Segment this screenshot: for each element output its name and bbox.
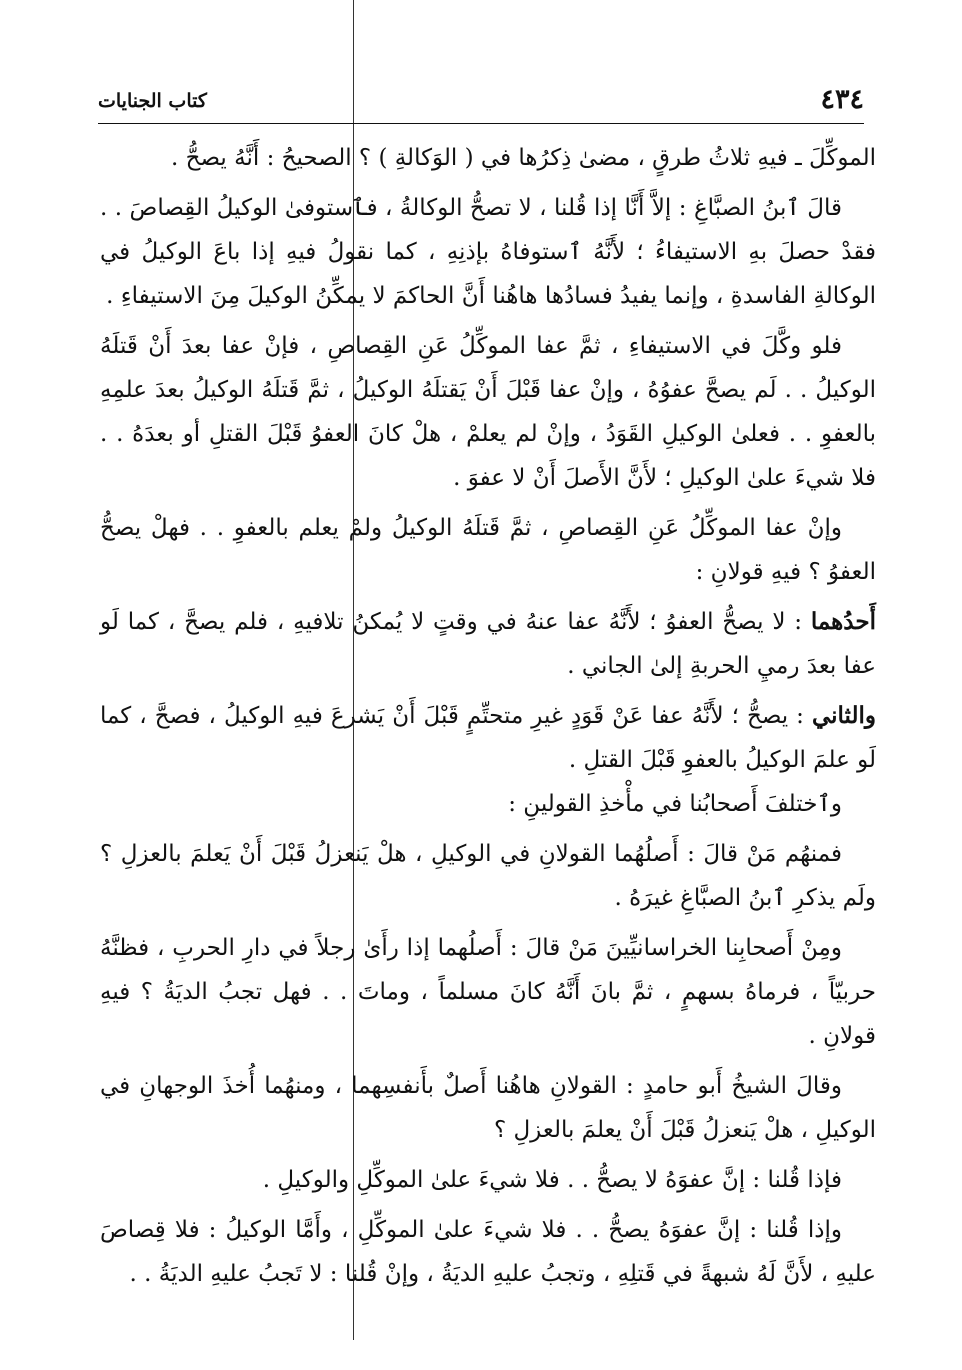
paragraph-lead: والثاني [811, 702, 876, 729]
book-title: كتاب الجنايات [98, 90, 207, 112]
paragraph-text: ومِنْ أَصحابِنا الخراسانيِّينَ مَنْ قالَ : أَصلُهما إذا رأَىٰ رجلاً في دارِ الحربِ ، فظنَّهُ حربيّاً ، فرماهُ بسهمٍ ، ثمَّ بانَ أَنَّهُ كانَ مسلماً ، وماتَ . . فهل تجبُ الديَةُ ؟ فيهِ قولانِ . [100, 935, 876, 1049]
paragraph-text: فلو وكَّلَ في الاستيفاءِ ، ثمَّ عفا الموكِّلُ عَنِ القِصاصِ ، فإنْ عفا بعدَ أَنْ قَتلَهُ الوكيلُ . . لَم يصحَّ عفوُهُ ، وإنْ عفا قَبْلَ أَنْ يَقتلَهُ الوكيلُ ، ثمَّ قَتلَهُ الوكيلُ بعدَ علمِهِ بالعفوِ . . فعلىٰ الوكيلِ القَوَدُ ، وإنْ لم يعلمْ ، هلْ كانَ العفوُ قَبْلَ القتلِ أو بعدَهُ . . فلا شيءَ علىٰ الوكيلِ ؛ لأَنَّ الأَصلَ أَنْ لا عفوَ . [100, 333, 876, 491]
paragraph-12 [100, 1208, 876, 1296]
paragraph-lead: أَحدُهما [810, 608, 876, 635]
paragraph-5 [100, 600, 876, 688]
paragraph-4 [100, 506, 876, 594]
header-rule [98, 123, 864, 124]
paragraph-9 [100, 926, 876, 1058]
paragraph-8 [100, 832, 876, 920]
paragraph-text: الموكِّلَ ـ فيهِ ثلاثُ طرقٍ ، مضىٰ ذِكرُها في ( الوَكالةِ ) ؟ الصحيحُ : أَنَّهُ يصحُّ . [171, 145, 876, 171]
paragraph-1 [100, 136, 876, 180]
page-body [100, 136, 876, 1296]
paragraph-2 [100, 186, 876, 318]
paragraph-text: فإذا قُلنا : إنَّ عفوَهُ لا يصحُّ . . فلا شيءَ علىٰ الموكِّلِ والوكيلِ . [262, 1167, 842, 1193]
paragraph-3 [100, 324, 876, 500]
paragraph-text: قالَ ٱبنُ الصبَّاغِ : إلاَّ أَنَّا إذا قُلنا ، لا تصحُّ الوكالةُ ، فٱستوفىٰ الوكيلُ القِصاصَ . . فقدْ حصلَ بهِ الاستيفاءُ ؛ لأَنَّهُ ٱستوفاهُ بإذنِهِ ، كما نقولُ فيهِ إذا باعَ الوكيلُ في الوكالةِ الفاسدةِ ، وإنما يفيدُ فسادُها هاهُنا أَنَّ الحاكمَ لا يمكِّنُ الوكيلَ مِنَ الاستيفاءِ . [100, 195, 876, 309]
paragraph-11 [100, 1158, 876, 1202]
paragraph-10 [100, 1064, 876, 1152]
page-number: ٤٣٤ [820, 84, 864, 115]
paragraph-text: فمنهُم مَنْ قالَ : أَصلُهُما القولانِ في الوكيلِ ، هلْ يَنعزلُ قَبْلَ أَنْ يَعلمَ بالعزلِ ؟ ولَم يذكرِ ٱبنُ الصبَّاغِ غيرَهُ . [100, 841, 876, 911]
paragraph-text: وإذا قُلنا : إنَّ عفوَهُ يصحُّ . . فلا شيءَ علىٰ الموكِّلِ ، وأَمَّا الوكيلُ : فلا قِصاصَ عليهِ ، لأَنَّ لَهُ شبهةً في قَتلِهِ ، وتجبُ عليهِ الديَةُ ، وإنْ قُلنا : لا تَجبُ عليهِ الديَةُ . . [100, 1217, 876, 1287]
paragraph-text: : يصحُّ ؛ لأَنَّهُ عفا عَنْ قَوَدٍ غيرِ متحتِّمٍ قَبْلَ أَنْ يَشرعَ فيهِ الوكيلُ ، فصحَّ ، كما لَو علمَ الوكيلُ بالعفوِ قَبْلَ القتلِ . [100, 703, 876, 773]
page-header [98, 84, 864, 118]
paragraph-6 [100, 694, 876, 782]
paragraph-text: : لا يصحُّ العفوُ ؛ لأَنَّهُ عفا عنهُ في وقتٍ لا يُمكنُ تلافيهِ ، فلم يصحَّ ، كما لَو عفا بعدَ رميِ الحربةِ إلىٰ الجاني . [100, 609, 876, 679]
paragraph-text: وٱختلفَ أَصحابُنا في مأْخذِ القولينِ : [508, 791, 842, 817]
paragraph-text: وإنْ عفا الموكِّلُ عَنِ القِصاصِ ، ثمَّ قَتلَهُ الوكيلُ ولمْ يعلم بالعفوِ . . فهلْ يصحُّ العفوُ ؟ فيهِ قولانِ : [100, 515, 876, 585]
paragraph-text: وقالَ الشيخُ أَبو حامدٍ : القولانِ هاهُنا أَصلٌ بأَنفسِهما ، ومنهُما أُخذَ الوجهانِ في الوكيلِ ، هلْ يَنعزلُ قَبْلَ أَنْ يعلمَ بالعزلِ ؟ [100, 1073, 876, 1143]
paragraph-7 [100, 782, 876, 826]
